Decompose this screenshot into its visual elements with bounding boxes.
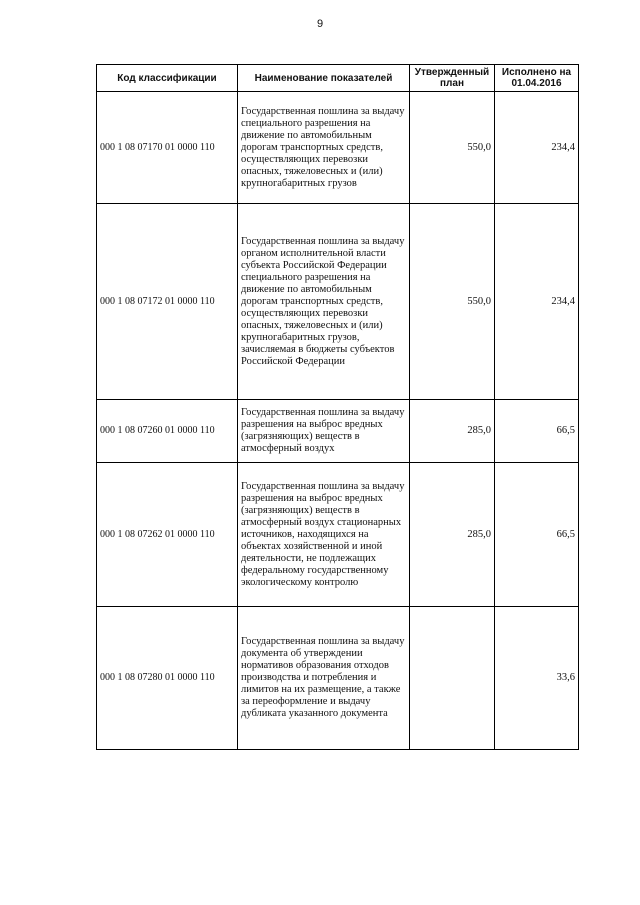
table-header-row <box>97 65 579 92</box>
cell-code: 000 1 08 07170 01 0000 110 <box>97 92 238 204</box>
cell-code: 000 1 08 07172 01 0000 110 <box>97 204 238 400</box>
cell-name: Государственная пошлина за выдачу специального разрешения на движение по автомобильным дорогам транспортных средств, осуществляющих перевозки опасных, тяжеловесных и (или) крупногабаритных грузов <box>238 92 410 204</box>
header-executed: Исполнено на 01.04.2016 <box>495 65 579 92</box>
cell-executed: 234,4 <box>495 204 579 400</box>
cell-code: 000 1 08 07262 01 0000 110 <box>97 463 238 607</box>
header-plan: Утвержденный план <box>410 65 495 92</box>
header-code: Код классификации <box>97 65 238 92</box>
cell-plan: 550,0 <box>410 92 495 204</box>
cell-executed: 66,5 <box>495 463 579 607</box>
header-name: Наименование показателей <box>238 65 410 92</box>
table-row <box>97 607 579 750</box>
cell-name: Государственная пошлина за выдачу разрешения на выброс вредных (загрязняющих) веществ в атмосферный воздух стационарных источников, находящихся на объектах хозяйственной и иной деятельности, не подлежащих федеральному государственному экологическому контролю <box>238 463 410 607</box>
cell-name: Государственная пошлина за выдачу разрешения на выброс вредных (загрязняющих) веществ в атмосферный воздух <box>238 400 410 463</box>
cell-name: Государственная пошлина за выдачу документа об утверждении нормативов образования отходов производства и потребления и лимитов на их размещение, а также за переоформление и выдачу дубликата указанного документа <box>238 607 410 750</box>
cell-code: 000 1 08 07260 01 0000 110 <box>97 400 238 463</box>
table-row <box>97 204 579 400</box>
cell-name: Государственная пошлина за выдачу органом исполнительной власти субъекта Российской Федерации специального разрешения на движение по автомобильным дорогам транспортных средств, осуществляющих перевозки опасных, тяжеловесных и (или) крупногабаритных грузов, зачисляемая в бюджеты субъектов Российской Федерации <box>238 204 410 400</box>
table-row <box>97 463 579 607</box>
cell-plan <box>410 607 495 750</box>
table-row <box>97 92 579 204</box>
cell-plan: 550,0 <box>410 204 495 400</box>
revenue-table <box>96 64 579 750</box>
cell-executed: 66,5 <box>495 400 579 463</box>
cell-code: 000 1 08 07280 01 0000 110 <box>97 607 238 750</box>
cell-executed: 234,4 <box>495 92 579 204</box>
table-row <box>97 400 579 463</box>
cell-executed: 33,6 <box>495 607 579 750</box>
cell-plan: 285,0 <box>410 400 495 463</box>
page-number: 9 <box>316 18 324 30</box>
cell-plan: 285,0 <box>410 463 495 607</box>
